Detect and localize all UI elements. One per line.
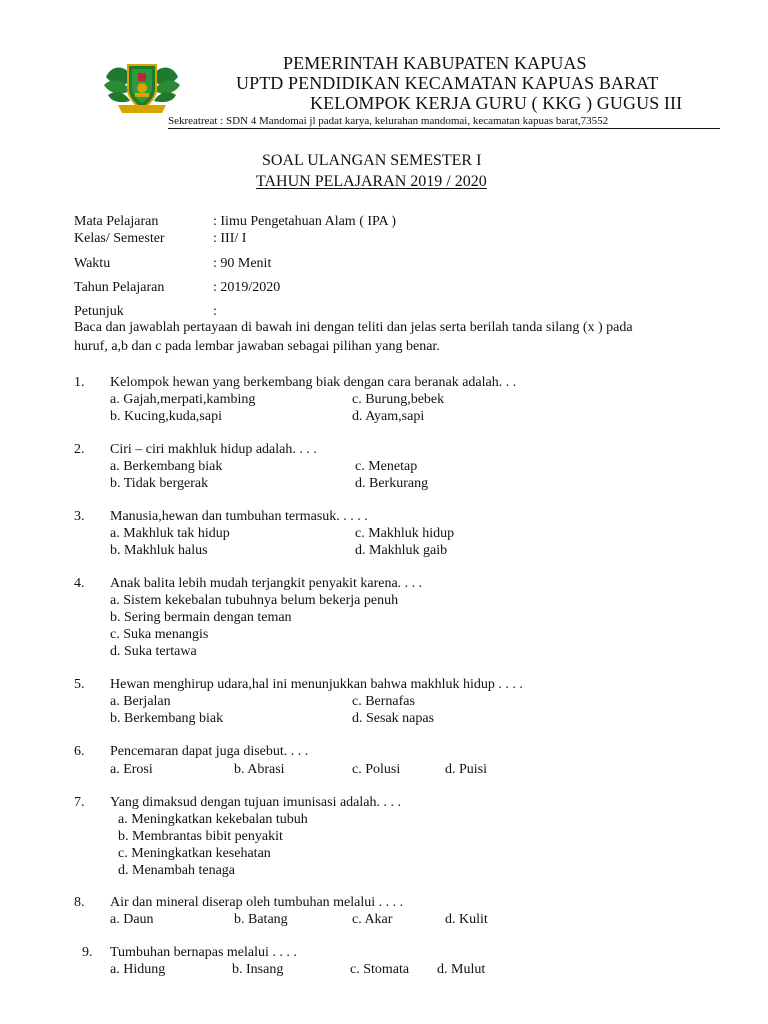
info-label: Tahun Pelajaran xyxy=(74,280,165,295)
question-number: 1. xyxy=(74,375,85,390)
answer-option: b. Makhluk halus xyxy=(110,543,208,558)
info-label: Waktu xyxy=(74,256,111,271)
answer-option: b. Insang xyxy=(232,962,284,977)
answer-option: d. Suka tertawa xyxy=(110,644,197,659)
info-value: : III/ I xyxy=(213,231,247,246)
answer-option: d. Mulut xyxy=(437,962,486,977)
question-text: Kelompok hewan yang berkembang biak dengan cara beranak adalah. . . xyxy=(110,375,517,390)
answer-option: a. Gajah,merpati,kambing xyxy=(110,392,256,407)
kabupaten-emblem-icon xyxy=(102,55,182,115)
question-number: 6. xyxy=(74,744,85,759)
question-number: 8. xyxy=(74,895,85,910)
answer-option: b. Tidak bergerak xyxy=(110,476,209,491)
question-text: Air dan mineral diserap oleh tumbuhan melalui . . . . xyxy=(110,895,404,910)
answer-option: d. Puisi xyxy=(445,762,488,777)
answer-option: b. Berkembang biak xyxy=(110,711,224,726)
info-label: Kelas/ Semester xyxy=(74,231,165,246)
answer-option: b. Sering bermain dengan teman xyxy=(110,610,292,625)
instructions-line-2: huruf, a,b dan c pada lembar jawaban sebagai pilihan yang benar. xyxy=(74,339,440,354)
question-text: Hewan menghirup udara,hal ini menunjukkan bahwa makhluk hidup . . . . xyxy=(110,677,523,692)
question-text: Tumbuhan bernapas melalui . . . . xyxy=(110,945,297,960)
header-divider xyxy=(168,128,720,129)
question-text: Ciri – ciri makhluk hidup adalah. . . . xyxy=(110,442,317,457)
question-number: 7. xyxy=(74,795,85,810)
answer-option: c. Polusi xyxy=(352,762,401,777)
answer-option: b. Membrantas bibit penyakit xyxy=(118,829,283,844)
answer-option: c. Akar xyxy=(352,912,393,927)
header-line-3: KELOMPOK KERJA GURU ( KKG ) GUGUS III xyxy=(310,93,683,113)
question-text: Manusia,hewan dan tumbuhan termasuk. . . . . xyxy=(110,509,368,524)
question-text: Anak balita lebih mudah terjangkit penyakit karena. . . . xyxy=(110,576,423,591)
answer-option: c. Makhluk hidup xyxy=(355,526,455,541)
instructions-line-1: Baca dan jawablah pertayaan di bawah ini dengan teliti dan jelas serta berilah tanda silang (x ) pada xyxy=(74,320,633,335)
question-number: 2. xyxy=(74,442,85,457)
answer-option: a. Berjalan xyxy=(110,694,171,709)
exam-year: TAHUN PELAJARAN 2019 / 2020 xyxy=(256,173,487,190)
exam-title: SOAL ULANGAN SEMESTER I xyxy=(262,152,482,169)
answer-option: c. Burung,bebek xyxy=(352,392,445,407)
info-label: Mata Pelajaran xyxy=(74,214,159,229)
answer-option: a. Berkembang biak xyxy=(110,459,223,474)
answer-option: c. Menetap xyxy=(355,459,418,474)
answer-option: c. Bernafas xyxy=(352,694,415,709)
answer-option: a. Sistem kekebalan tubuhnya belum bekerja penuh xyxy=(110,593,399,608)
question-text: Yang dimaksud dengan tujuan imunisasi adalah. . . . xyxy=(110,795,401,810)
info-value: : 2019/2020 xyxy=(213,280,281,295)
answer-option: a. Erosi xyxy=(110,762,153,777)
question-text: Pencemaran dapat juga disebut. . . . xyxy=(110,744,309,759)
question-number: 9. xyxy=(82,945,93,960)
answer-option: a. Makhluk tak hidup xyxy=(110,526,230,541)
answer-option: d. Menambah tenaga xyxy=(118,863,236,878)
answer-option: a. Meningkatkan kekebalan tubuh xyxy=(118,812,308,827)
info-value: : xyxy=(213,304,217,319)
header-line-1: PEMERINTAH KABUPATEN KAPUAS xyxy=(283,53,587,73)
header-line-2: UPTD PENDIDIKAN KECAMATAN KAPUAS BARAT xyxy=(236,73,659,93)
secretariat-address: Sekreatreat : SDN 4 Mandomai jl padat karya, kelurahan mandomai, kecamatan kapuas barat,73552 xyxy=(168,115,609,127)
answer-option: c. Meningkatkan kesehatan xyxy=(118,846,271,861)
answer-option: b. Kucing,kuda,sapi xyxy=(110,409,222,424)
answer-option: a. Daun xyxy=(110,912,154,927)
info-value: : 90 Menit xyxy=(213,256,272,271)
answer-option: d. Ayam,sapi xyxy=(352,409,425,424)
answer-option: b. Batang xyxy=(234,912,288,927)
answer-option: c. Stomata xyxy=(350,962,410,977)
question-number: 3. xyxy=(74,509,85,524)
answer-option: b. Abrasi xyxy=(234,762,285,777)
answer-option: d. Berkurang xyxy=(355,476,429,491)
answer-option: a. Hidung xyxy=(110,962,166,977)
answer-option: c. Suka menangis xyxy=(110,627,209,642)
answer-option: d. Sesak napas xyxy=(352,711,435,726)
question-number: 4. xyxy=(74,576,85,591)
info-label: Petunjuk xyxy=(74,304,124,319)
question-number: 5. xyxy=(74,677,85,692)
answer-option: d. Kulit xyxy=(445,912,488,927)
info-value: : Iimu Pengetahuan Alam ( IPA ) xyxy=(213,214,397,229)
answer-option: d. Makhluk gaib xyxy=(355,543,448,558)
